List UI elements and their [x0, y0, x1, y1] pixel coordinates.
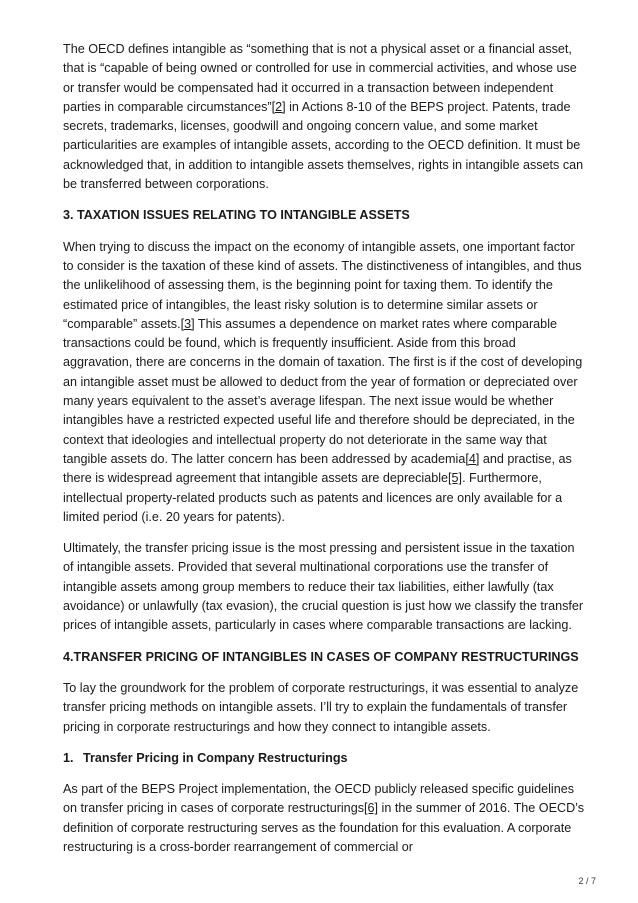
paragraph-transfer-pricing-issue: Ultimately, the transfer pricing issue is the most pressing and persistent issue in the taxation of intangible assets. Provided that several multinational corporations use the transfer of intangible assets among group members to reduce their tax liabilities, either lawfully (tax avoidance) or unlawfully (tax evasion), the crucial question is just how we classify the transfer prices of intangible assets, particularly in cases where comparable transactions are lacking. — [63, 541, 584, 633]
subsection-heading-1 — [63, 749, 585, 768]
page-number: 2 / 7 — [578, 876, 596, 886]
list-number: 1. — [63, 750, 74, 765]
footnote-link-6[interactable]: [6] — [364, 801, 379, 816]
footnote-link-5[interactable]: [5] — [448, 471, 463, 486]
section-heading-4: 4.TRANSFER PRICING OF INTANGIBLES IN CASES OF COMPANY RESTRUCTURINGS — [63, 649, 579, 664]
document-body — [63, 40, 585, 869]
footnote-link-2[interactable]: [2] — [271, 99, 286, 114]
paragraph-groundwork: To lay the groundwork for the problem of corporate restructurings, it was essential to analyze transfer pricing methods on intangible assets. I’ll try to explain the fundamentals of transfer pricing in corporate restructurings and how they connect to intangible assets. — [63, 680, 579, 734]
footnote-link-3[interactable]: [3] — [180, 316, 195, 331]
footnote-link-4[interactable]: [4] — [465, 451, 480, 466]
section-heading-3: 3. TAXATION ISSUES RELATING TO INTANGIBLE ASSETS — [63, 208, 410, 223]
paragraph-taxation-issues: When trying to discuss the impact on the economy of intangible assets, one important factor to consider is the taxation of these kind of assets. The distinctiveness of intangibles, and thus the unlikelihood of assessing them, is the beginning point for taxing them. To identify the estimated price of intangibles, the least risky solution is to determine similar assets or “comparable” assets.[3] This assumes a dependence on market rates where comparable transactions could be found, which is frequently insufficient. Aside from this broad aggravation, there are concerns in the domain of taxation. The first is if the cost of developing an intangible asset must be allowed to deduct from the year of formation or depreciated over many years equivalent to the asset’s average lifespan. The next issue would be whether intangibles have a restricted expected useful life and therefore should be depreciated, in the context that ideologies and intellectual property do not deteriorate in the same way that tangible assets do. The latter concern has been addressed by academia[4] and practise, as there is widespread agreement that intangible assets are depreciable[5]. Furthermore, intellectual property-related products such as patents and licences are only available for a limited period (i.e. 20 years for patents). — [63, 239, 583, 524]
paragraph-beps-guidelines: As part of the BEPS Project implementation, the OECD publicly released specific guidelines on transfer pricing in cases of corporate restructurings[6] in the summer of 2016. The OECD’s definition of corporate restructuring serves as the foundation for this evaluation. A corporate restructuring is a cross-border rearrangement of commercial or — [63, 782, 585, 854]
paragraph-intangible-definition: The OECD defines intangible as “something that is not a physical asset or a financial asset, that is “capable of being owned or controlled for use in commercial activities, and whose use or transfer would be compensated had it occurred in a transaction between independent parties in comparable circumstances”[2] in Actions 8-10 of the BEPS project. Patents, trade secrets, trademarks, licenses, goodwill and ongoing concern value, and some market particularities are examples of intangible assets, according to the OECD definition. It must be acknowledged that, in addition to intangible assets themselves, rights in intangible assets can be transferred between corporations. — [63, 42, 584, 192]
subsection-title: Transfer Pricing in Company Restructurings — [83, 750, 348, 765]
